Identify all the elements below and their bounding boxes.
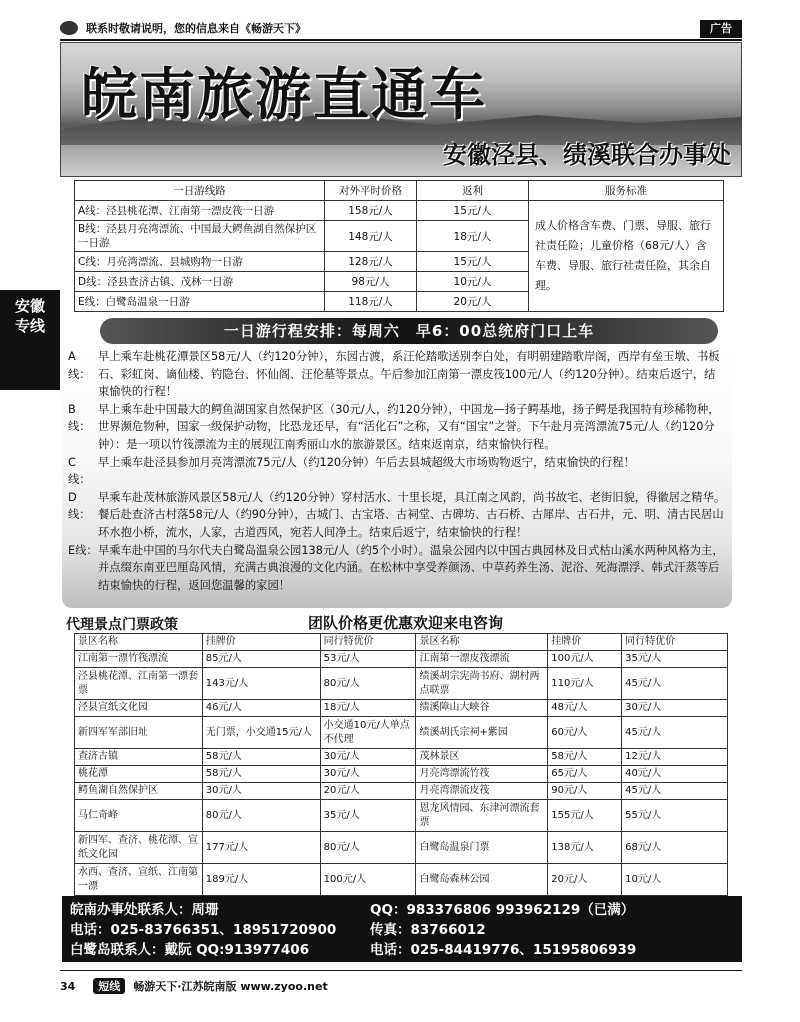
ticket-table xyxy=(74,633,728,896)
price-cell: 158元/人 xyxy=(325,201,417,221)
table-cell: 白鹭岛温泉门票 xyxy=(416,832,548,864)
table-cell: 90元/人 xyxy=(548,783,622,800)
ticket-table-header xyxy=(75,634,728,651)
price-table xyxy=(74,180,724,312)
table-cell: 35元/人 xyxy=(320,800,416,832)
line-text: 早乘车赴茂林旅游风景区58元/人（约120分钟）穿村活水、十里长堤，具江南之风韵，尚书故宅、老街旧貌，得徽居之精华。餐后赴查济古村落58元/人（约90分钟），古城门、古宝塔、古祠堂、古碑坊、古石桥、古犀岸、古石井，元、明、清古民居山环水抱小桥，流水，人家，古道西风，宛若人间净土。结束后返宁，结束愉快的行程！ xyxy=(98,490,726,539)
table-cell: 68元/人 xyxy=(622,832,728,864)
table-cell: 10元/人 xyxy=(622,864,728,896)
table-cell: 65元/人 xyxy=(548,766,622,783)
island-phone: 电话：025-84419776、15195806939 xyxy=(370,942,637,958)
ad-label: 广告 xyxy=(700,20,742,38)
table-cell: 45元/人 xyxy=(622,717,728,749)
table-cell: 白鹭岛森林公园 xyxy=(416,864,548,896)
itinerary-line-b xyxy=(68,401,726,454)
table-cell: 100元/人 xyxy=(548,651,622,668)
footer-text: 畅游天下·江苏皖南版 www.zyoo.net xyxy=(133,980,328,993)
contact-row-3 xyxy=(70,940,734,960)
schedule-bar: 一日游行程安排：每周六 早6：00总统府门口上车 xyxy=(100,318,718,344)
agent-title: 代理景点门票政策 xyxy=(66,617,178,633)
rebate-cell: 15元/人 xyxy=(417,252,529,272)
table-cell: 绩溪障山大峡谷 xyxy=(416,700,548,717)
price-cell: 128元/人 xyxy=(325,252,417,272)
contact-row-1 xyxy=(70,900,734,920)
rebate-cell: 10元/人 xyxy=(417,272,529,292)
table-cell: 18元/人 xyxy=(320,700,416,717)
header-cell: 挂牌价 xyxy=(202,634,320,651)
table-row xyxy=(75,800,728,832)
table-cell: 45元/人 xyxy=(622,668,728,700)
table-cell: 58元/人 xyxy=(548,749,622,766)
route-cell: A线：泾县桃花潭、江南第一漂皮筏一日游 xyxy=(75,201,325,221)
table-cell: 月亮湾漂流竹筏 xyxy=(416,766,548,783)
table-cell: 20元/人 xyxy=(548,864,622,896)
footer xyxy=(60,976,742,996)
banner-title: 皖南旅游直通车 xyxy=(81,62,487,128)
banner xyxy=(60,42,742,177)
office-phone: 电话：025-83766351、18951720900 xyxy=(70,922,337,938)
table-cell: 绩溪胡宗宪尚书府、湖村两点联票 xyxy=(416,668,548,700)
table-row xyxy=(75,668,728,700)
table-cell: 30元/人 xyxy=(320,749,416,766)
table-row xyxy=(75,783,728,800)
line-text: 早上乘车赴中国最大的鳄鱼湖国家自然保护区（30元/人，约120分钟），中国龙—扬子鳄基地，扬子鳄是我国特有珍稀物种，世界濒危物种，国家一级保护动物，比恐龙还早，有“活化石”之称，又有“国宝”之誉。下午赴月亮湾漂流75元/人（约120分钟）：是一项以竹筏漂流为主的展现江南秀丽山水的旅游景区。结束返南京，结束愉快行程。 xyxy=(98,402,720,451)
table-cell: 查济古镇 xyxy=(75,749,203,766)
table-cell: 60元/人 xyxy=(548,717,622,749)
header-divider xyxy=(60,39,742,41)
table-row xyxy=(75,201,724,221)
header-cell: 同行特优价 xyxy=(320,634,416,651)
table-cell: 绩溪胡氏宗祠+紫园 xyxy=(416,717,548,749)
table-cell: 80元/人 xyxy=(320,832,416,864)
magazine-logo-icon xyxy=(60,21,78,35)
route-cell: D线：泾县查济古镇、茂林一日游 xyxy=(75,272,325,292)
line-text: 早乘车赴中国的马尔代夫白鹭岛温泉公园138元/人（约5个小时）。温泉公园内以中国古典园林及日式枯山溪水两种风格为主，并点缀东南亚巴厘岛风情，充满古典浪漫的文化内涵。在松林中享受养颜汤、中草药养生汤、泥浴、死海漂浮、韩式汗蒸等后结束愉快的行程，返回您温馨的家园！ xyxy=(98,543,724,592)
table-row xyxy=(75,749,728,766)
table-cell: 45元/人 xyxy=(622,783,728,800)
table-cell: 泾县宣纸文化园 xyxy=(75,700,203,717)
contact-box xyxy=(62,896,742,962)
table-row xyxy=(75,864,728,896)
table-row xyxy=(75,700,728,717)
contact-row-2 xyxy=(70,920,734,940)
table-cell: 100元/人 xyxy=(320,864,416,896)
header-cell: 景区名称 xyxy=(75,634,203,651)
table-cell: 189元/人 xyxy=(202,864,320,896)
side-tab-label: 安徽专线 xyxy=(14,297,45,335)
table-row xyxy=(75,766,728,783)
line-label: E线： xyxy=(68,543,98,557)
itinerary-line-d xyxy=(68,489,726,542)
route-cell: E线：白鹭岛温泉一日游 xyxy=(75,292,325,312)
table-cell: 新四军、查济、桃花潭、宣纸文化园 xyxy=(75,832,203,864)
line-text: 早上乘车赴桃花潭景区58元/人（约120分钟），东园古渡，系汪伦踏歌送别李白处，有明朝建踏歌岸阁，西岸有垒玉墩、书板石、彩虹岗、谪仙楼、钓隐台、怀仙阁、汪伦墓等景点。午后参加江南第一漂皮筏100元/人（约120分钟）。结束后返宁，结束愉快的行程！ xyxy=(98,350,720,399)
price-cell: 148元/人 xyxy=(325,221,417,252)
office-contact: 皖南办事处联系人：周珊 xyxy=(70,902,219,918)
rebate-cell: 20元/人 xyxy=(417,292,529,312)
table-cell: 48元/人 xyxy=(548,700,622,717)
table-cell: 40元/人 xyxy=(622,766,728,783)
line-text: 早上乘车赴泾县参加月亮湾漂流75元/人（约120分钟）午后去县城超级大市场购物返宁，结束愉快的行程！ xyxy=(98,455,635,469)
table-cell: 177元/人 xyxy=(202,832,320,864)
table-cell: 泾县桃花潭、江南第一漂套票 xyxy=(75,668,203,700)
footer-divider xyxy=(60,970,742,971)
rebate-cell: 15元/人 xyxy=(417,201,529,221)
line-label: D线： xyxy=(68,490,91,522)
line-label: C线： xyxy=(68,455,91,487)
table-cell: 55元/人 xyxy=(622,800,728,832)
header-notice xyxy=(60,18,742,38)
table-cell: 143元/人 xyxy=(202,668,320,700)
table-cell: 茂林景区 xyxy=(416,749,548,766)
table-row xyxy=(75,651,728,668)
table-cell: 58元/人 xyxy=(202,766,320,783)
page-number: 34 xyxy=(60,979,76,993)
header-cell: 景区名称 xyxy=(416,634,548,651)
table-cell: 无门票，小交通15元/人 xyxy=(202,717,320,749)
table-cell: 恩龙风情园、东津河漂流套票 xyxy=(416,800,548,832)
table-cell: 53元/人 xyxy=(320,651,416,668)
table-row xyxy=(75,717,728,749)
itinerary-line-e xyxy=(68,542,726,595)
table-cell: 桃花潭 xyxy=(75,766,203,783)
office-fax: 传真：83766012 xyxy=(370,922,486,938)
table-cell: 58元/人 xyxy=(202,749,320,766)
table-cell: 马仁奇峰 xyxy=(75,800,203,832)
section-badge: 短线 xyxy=(93,978,125,994)
banner-subtitle: 安徽泾县、绩溪联合办事处 xyxy=(443,141,731,169)
table-cell: 80元/人 xyxy=(202,800,320,832)
table-cell: 20元/人 xyxy=(320,783,416,800)
header-route: 一日游线路 xyxy=(75,181,325,201)
rebate-cell: 18元/人 xyxy=(417,221,529,252)
table-cell: 鳄鱼湖自然保护区 xyxy=(75,783,203,800)
table-cell: 138元/人 xyxy=(548,832,622,864)
table-cell: 85元/人 xyxy=(202,651,320,668)
agent-promo: 团队价格更优惠欢迎来电咨询 xyxy=(308,614,504,632)
table-cell: 30元/人 xyxy=(320,766,416,783)
route-cell: B线：泾县月亮湾漂流、中国最大鳄鱼湖自然保护区一日游 xyxy=(75,221,325,252)
price-cell: 118元/人 xyxy=(325,292,417,312)
service-standard: 成人价格含车费、门票、导服、旅行社责任险；儿童价格（68元/人）含车费、导服、旅行社责任险，其余自理。 xyxy=(529,201,724,312)
itinerary-line-a xyxy=(68,348,726,401)
table-cell: 35元/人 xyxy=(622,651,728,668)
table-row xyxy=(75,832,728,864)
table-cell: 12元/人 xyxy=(622,749,728,766)
route-cell: C线：月亮湾漂流、县城购物一日游 xyxy=(75,252,325,272)
header-service: 服务标准 xyxy=(529,181,724,201)
itinerary-line-c xyxy=(68,454,726,489)
table-cell: 新四军军部旧址 xyxy=(75,717,203,749)
table-cell: 水西、查济、宣纸、江南第一漂 xyxy=(75,864,203,896)
island-contact: 白鹭岛联系人：戴阮 QQ:913977406 xyxy=(70,942,310,958)
price-table-header xyxy=(75,181,724,201)
table-cell: 30元/人 xyxy=(622,700,728,717)
table-cell: 江南第一漂皮筏漂流 xyxy=(416,651,548,668)
itinerary xyxy=(62,346,732,608)
header-rebate: 返利 xyxy=(417,181,529,201)
header-cell: 同行特优价 xyxy=(622,634,728,651)
price-cell: 98元/人 xyxy=(325,272,417,292)
table-cell: 46元/人 xyxy=(202,700,320,717)
office-qq: QQ：983376806 993962129（已满） xyxy=(370,902,635,918)
table-cell: 30元/人 xyxy=(202,783,320,800)
table-cell: 小交通10元/人单点不代理 xyxy=(320,717,416,749)
table-cell: 155元/人 xyxy=(548,800,622,832)
agent-heading xyxy=(66,610,736,634)
header-price: 对外平时价格 xyxy=(325,181,417,201)
side-tab xyxy=(0,290,60,390)
header-notice-text: 联系时敬请说明，您的信息来自《畅游天下》 xyxy=(86,22,306,35)
table-cell: 月亮湾漂流皮筏 xyxy=(416,783,548,800)
line-label: A线： xyxy=(68,350,91,381)
table-cell: 80元/人 xyxy=(320,668,416,700)
table-cell: 110元/人 xyxy=(548,668,622,700)
line-label: B线： xyxy=(68,402,91,434)
header-cell: 挂牌价 xyxy=(548,634,622,651)
table-cell: 江南第一漂竹筏漂流 xyxy=(75,651,203,668)
